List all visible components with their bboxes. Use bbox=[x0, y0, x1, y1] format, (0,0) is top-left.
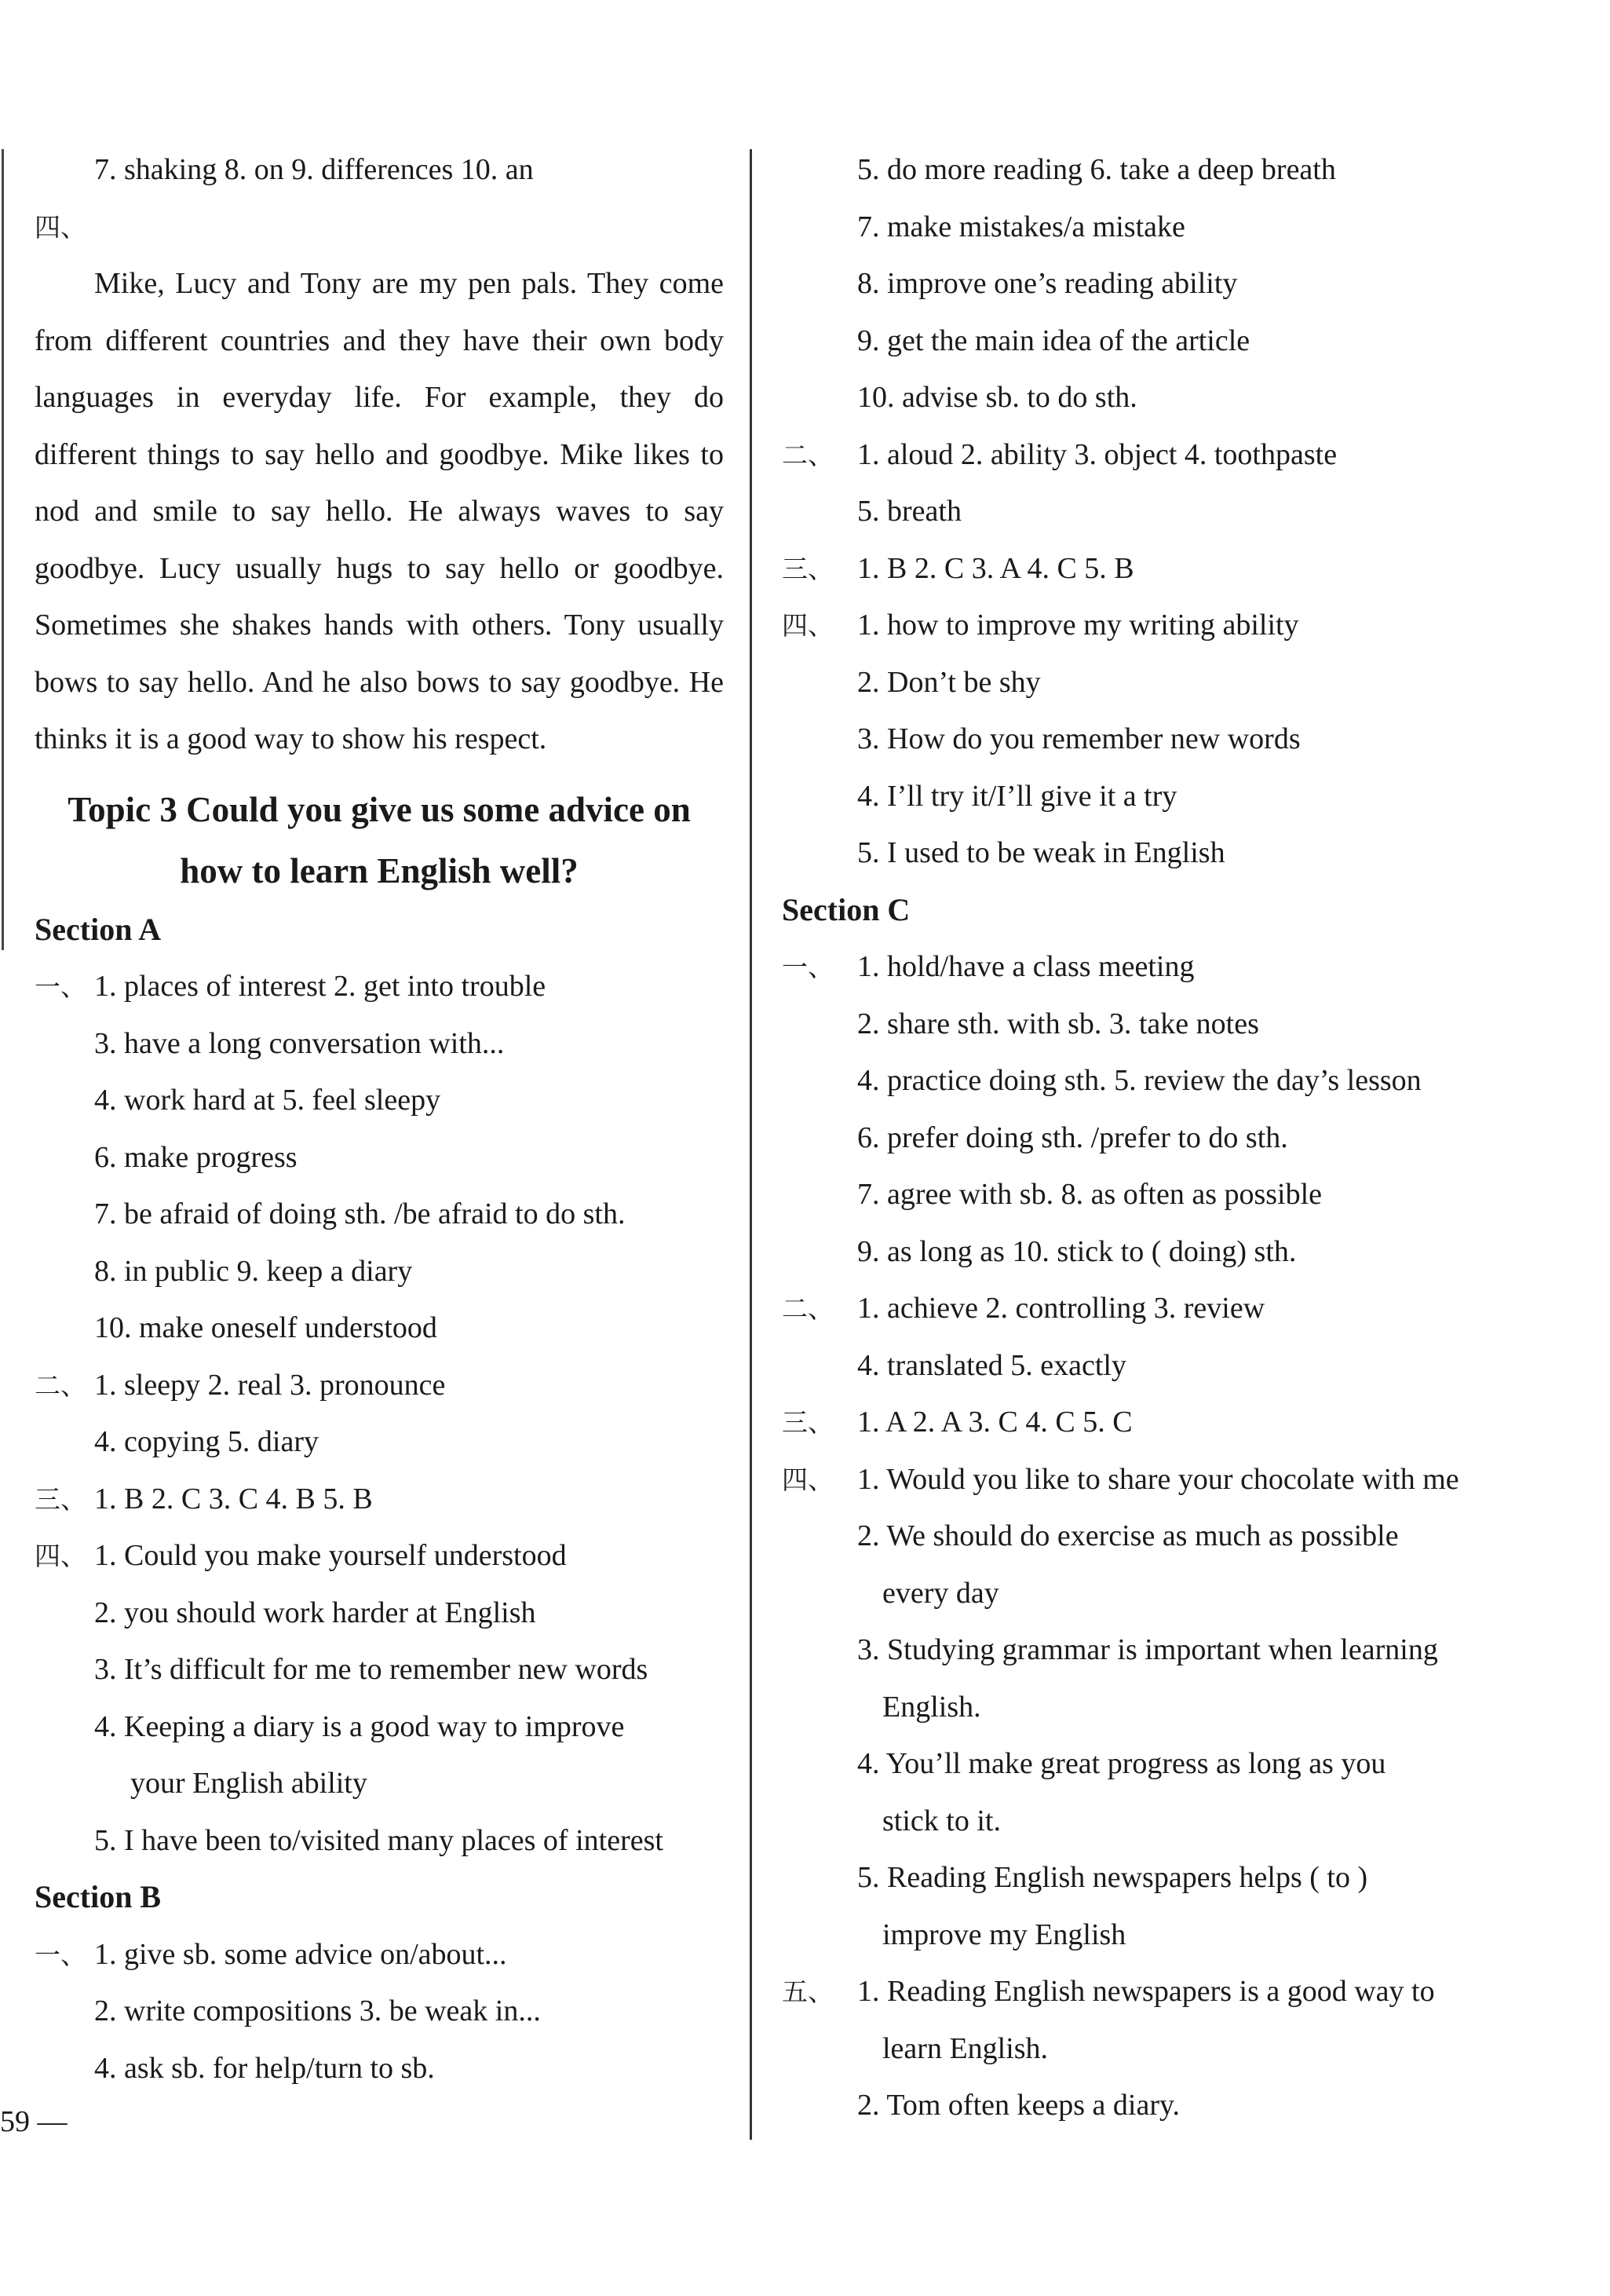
answer-line-continued: English. bbox=[882, 1690, 981, 1724]
left-edge-rule bbox=[2, 149, 4, 950]
answer-line: 二、 1. sleepy 2. real 3. pronounce bbox=[35, 1357, 724, 1414]
part-label: 四、 bbox=[782, 610, 834, 641]
answer-line-continued: improve my English bbox=[882, 1918, 1126, 1951]
answer-line-continued: your English ability bbox=[130, 1767, 367, 1800]
answer-line: 一、 1. places of interest 2. get into trouble bbox=[35, 958, 724, 1015]
answer-line: 9. get the main idea of the article bbox=[857, 324, 1250, 357]
answer-line: 7. be afraid of doing sth. /be afraid to do sth. bbox=[94, 1197, 626, 1230]
answer-line: 4. practice doing sth. 5. review the day’s lesson bbox=[857, 1064, 1422, 1097]
part-label: 一、 bbox=[782, 952, 834, 982]
part-label: 二、 bbox=[35, 1369, 86, 1401]
answer-line: 8. in public 9. keep a diary bbox=[94, 1254, 413, 1288]
part-label: 五、 bbox=[782, 1976, 834, 2007]
answer-line: 2. We should do exercise as much as possible bbox=[857, 1519, 1399, 1552]
answer-line: 10. advise sb. to do sth. bbox=[857, 381, 1137, 414]
answer-line: 4. translated 5. exactly bbox=[857, 1348, 1126, 1382]
essay-paragraph: Mike, Lucy and Tony are my pen pals. They come from different countries and they have their own body languages in everyday life. For example, they do different things to say hello and goodbye. Mike likes to nod and smile to say hello. He always waves to say goodbye. Lucy usually hugs to say hello or goodbye. Sometimes she shakes hands with others. Tony usually bows to say hello. And he also bows to say goodbye. He thinks it is a good way to show his respect. bbox=[35, 267, 724, 755]
answer-line: 2. write compositions 3. be weak in... bbox=[94, 1994, 541, 2027]
right-column bbox=[782, 141, 1484, 2134]
answer-line: 2. you should work harder at English bbox=[94, 1596, 536, 1629]
part-heading bbox=[35, 199, 724, 256]
answer-line: 10. make oneself understood bbox=[94, 1311, 437, 1344]
part-label: 二、 bbox=[782, 1293, 834, 1324]
part-label: 一、 bbox=[35, 1939, 86, 1970]
answer-line: 二、 1. aloud 2. ability 3. object 4. toothpaste bbox=[782, 426, 1484, 484]
answer-line: 四、 1. how to improve my writing ability bbox=[782, 597, 1484, 654]
part-label: 三、 bbox=[35, 1483, 86, 1515]
part-label: 四、 bbox=[35, 1541, 86, 1571]
answer-line: 4. copying 5. diary bbox=[94, 1425, 319, 1458]
answer-line: 4. I’ll try it/I’ll give it a try bbox=[857, 779, 1177, 813]
answer-line: 4. ask sb. for help/turn to sb. bbox=[94, 2051, 435, 2085]
part-label: 四、 bbox=[35, 211, 86, 243]
answer-line: 7. shaking 8. on 9. differences 10. an bbox=[94, 153, 534, 186]
section-b-heading: Section B bbox=[35, 1879, 162, 1914]
answer-line: 8. improve one’s reading ability bbox=[857, 267, 1238, 300]
answer-line: 二、 1. achieve 2. controlling 3. review bbox=[782, 1280, 1484, 1337]
part-label: 三、 bbox=[782, 1407, 834, 1438]
topic-title-line1: Topic 3 Could you give us some advice on bbox=[68, 789, 691, 829]
answer-line: 三、 1. B 2. C 3. C 4. B 5. B bbox=[35, 1471, 724, 1528]
answer-line: 3. It’s difficult for me to remember new words bbox=[94, 1653, 648, 1686]
part-label: 一、 bbox=[35, 971, 86, 1002]
answer-line: 2. share sth. with sb. 3. take notes bbox=[857, 1007, 1259, 1040]
section-c-heading: Section C bbox=[782, 891, 911, 927]
answer-line: 5. I have been to/visited many places of interest bbox=[94, 1823, 663, 1857]
part-label: 二、 bbox=[782, 439, 834, 470]
topic-title-line2: how to learn English well? bbox=[180, 850, 579, 890]
answer-line: 6. make progress bbox=[94, 1140, 298, 1174]
answer-line: 5. breath bbox=[857, 495, 962, 528]
answer-line: 3. Studying grammar is important when learning bbox=[857, 1633, 1438, 1666]
answer-line-continued: learn English. bbox=[882, 2031, 1049, 2065]
part-label: 三、 bbox=[782, 553, 834, 584]
answer-line: 五、 1. Reading English newspapers is a good way to bbox=[782, 1963, 1484, 2020]
answer-line: 5. do more reading 6. take a deep breath bbox=[857, 153, 1336, 186]
answer-line: 7. agree with sb. 8. as often as possible bbox=[857, 1178, 1323, 1211]
answer-line: 5. I used to be weak in English bbox=[857, 836, 1225, 869]
answer-line: 5. Reading English newspapers helps ( to ) bbox=[857, 1861, 1368, 1894]
answer-line: 四、 1. Would you like to share your chocolate with me bbox=[782, 1451, 1484, 1508]
answer-line: 2. Don’t be shy bbox=[857, 665, 1041, 699]
answer-line-continued: every day bbox=[882, 1576, 999, 1610]
answer-line: 6. prefer doing sth. /prefer to do sth. bbox=[857, 1121, 1288, 1154]
answer-line: 7. make mistakes/a mistake bbox=[857, 210, 1185, 243]
answer-line: 三、 1. B 2. C 3. A 4. C 5. B bbox=[782, 540, 1484, 598]
answer-line: 9. as long as 10. stick to ( doing) sth. bbox=[857, 1234, 1297, 1268]
answer-line: 4. You’ll make great progress as long as you bbox=[857, 1747, 1386, 1780]
left-column bbox=[35, 141, 724, 2097]
answer-line: 4. Keeping a diary is a good way to improve bbox=[94, 1709, 625, 1743]
answer-line: 3. have a long conversation with... bbox=[94, 1026, 505, 1060]
answer-line: 2. Tom often keeps a diary. bbox=[857, 2089, 1181, 2122]
answer-line: 一、 1. give sb. some advice on/about... bbox=[35, 1926, 724, 1983]
answer-line: 三、 1. A 2. A 3. C 4. C 5. C bbox=[782, 1394, 1484, 1451]
section-a-heading: Section A bbox=[35, 911, 162, 947]
part-label: 四、 bbox=[782, 1464, 834, 1495]
answer-line: 四、 1. Could you make yourself understood bbox=[35, 1527, 724, 1585]
answer-line-continued: stick to it. bbox=[882, 1804, 1001, 1837]
answer-line: 4. work hard at 5. feel sleepy bbox=[94, 1084, 441, 1117]
column-divider bbox=[750, 149, 752, 2140]
page-number: 59 — bbox=[0, 2105, 68, 2138]
answer-line: 3. How do you remember new words bbox=[857, 722, 1301, 755]
answer-line: 一、 1. hold/have a class meeting bbox=[782, 938, 1484, 996]
